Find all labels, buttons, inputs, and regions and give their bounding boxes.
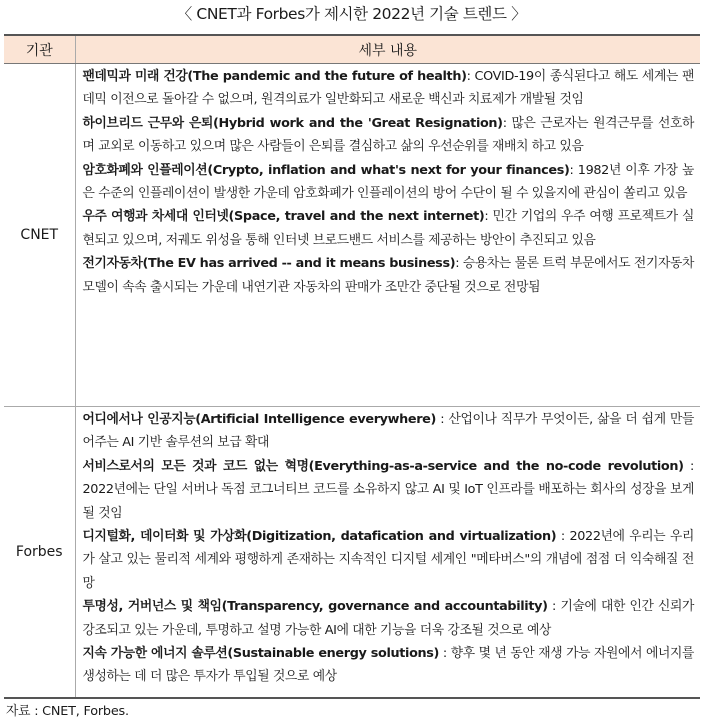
source-note: 자료 : CNET, Forbes. <box>6 704 129 719</box>
trend-item <box>83 65 695 112</box>
trend-item <box>83 252 695 299</box>
trend-description: : 2022년에는 단일 서버나 독점 코그너티브 코드를 소유하지 않고 AI 및 IoT 인프라를 배포하는 회사의 성장을 보게 될 것임 <box>82 458 694 521</box>
trend-heading: 하이브리드 근무와 은퇴(Hybrid work and the 'Great Resignation) <box>82 115 503 131</box>
trend-heading: 지속 가능한 에너지 솔루션(Sustainable energy solutions) <box>82 646 440 662</box>
detail-cell-cnet <box>75 64 700 407</box>
trend-description: : 향후 몇 년 동안 재생 가능 자원에서 에너지를 생성하는 데 더 많은 투자가 투입될 것으로 예상 <box>82 646 694 685</box>
header-organization: 기관 <box>4 35 75 64</box>
trend-table <box>4 34 700 699</box>
table-row-forbes <box>4 407 700 699</box>
trend-description: : 기술에 대한 인간 신뢰가 강조되고 있는 가운데, 투명하고 설명 가능한 AI에 대한 기능을 더욱 강조될 것으로 예상 <box>82 599 694 638</box>
trend-heading: 투명성, 거버넌스 및 책임(Transparency, governance and accountability) <box>82 599 548 615</box>
trend-item <box>83 642 695 689</box>
trend-item <box>83 455 695 525</box>
detail-cell-forbes <box>75 407 700 699</box>
trend-heading: 디지털화, 데이터화 및 가상화(Digitization, datafication and virtualization) <box>82 529 557 545</box>
trend-description: : 민간 기업의 우주 여행 프로젝트가 실현되고 있으며, 저궤도 위성을 통해 인터넷 브로드밴드 서비스를 제공하는 방안이 추진되고 있음 <box>82 209 694 248</box>
trend-item <box>83 159 695 206</box>
table-header-row <box>4 35 700 64</box>
trend-item <box>83 112 695 159</box>
trend-item <box>83 595 695 642</box>
table-row-cnet <box>4 64 700 407</box>
trend-heading: 어디에서나 인공지능(Artificial Intelligence everywhere) <box>82 412 437 427</box>
trend-item <box>83 525 695 595</box>
trend-heading: 암호화폐와 인플레이션(Crypto, inflation and what's next for your finances) <box>82 162 570 178</box>
header-details: 세부 내용 <box>75 35 700 64</box>
trend-item <box>83 408 695 455</box>
trend-description: : 승용차는 물론 트럭 부문에서도 전기자동차 모델이 속속 출시되는 가운데 내연기관 자동차의 판매가 조만간 중단될 것으로 전망됨 <box>82 256 694 295</box>
trend-description: : 산업이나 직무가 무엇이든, 삶을 더 쉽게 만들어주는 AI 기반 솔루션의 보급 확대 <box>82 412 694 451</box>
trend-heading: 전기자동차(The EV has arrived -- and it means business) <box>82 256 456 272</box>
trend-heading: 팬데믹과 미래 건강(The pandemic and the future of health) <box>82 69 467 84</box>
table-title: 〈 CNET과 Forbes가 제시한 2022년 기술 트렌드 〉 <box>176 5 527 23</box>
trend-description: : COVID-19이 종식된다고 해도 세계는 팬데믹 이전으로 돌아갈 수 없으며, 원격의료가 일반화되고 새로운 백신과 치료제가 개발될 것임 <box>82 69 694 108</box>
org-cell-cnet: CNET <box>4 64 75 407</box>
trend-description: : 많은 근로자는 원격근무를 선호하며 교외로 이동하고 있으며 많은 사람들이 은퇴를 결심하고 삶의 우선순위를 재배치 하고 있음 <box>82 115 694 155</box>
trend-description: : 2022년에 우리는 우리가 살고 있는 물리적 세계와 평행하게 존재하는 지속적인 디지털 세계인 "메타버스"의 개념에 점점 더 익숙해질 전망 <box>82 529 694 591</box>
org-cell-forbes: Forbes <box>4 407 75 699</box>
trend-description: : 1982년 이후 가장 높은 수준의 인플레이션이 발생한 가운데 암호화폐가 인플레이션의 방어 수단이 될 수 있을지에 관심이 쏠리고 있음 <box>82 162 694 202</box>
trend-item <box>83 205 695 252</box>
trend-heading: 서비스로서의 모든 것과 코드 없는 혁명(Everything-as-a-service and the no-code revolution) <box>82 458 684 474</box>
trend-heading: 우주 여행과 차세대 인터넷(Space, travel and the next internet) <box>82 209 485 225</box>
